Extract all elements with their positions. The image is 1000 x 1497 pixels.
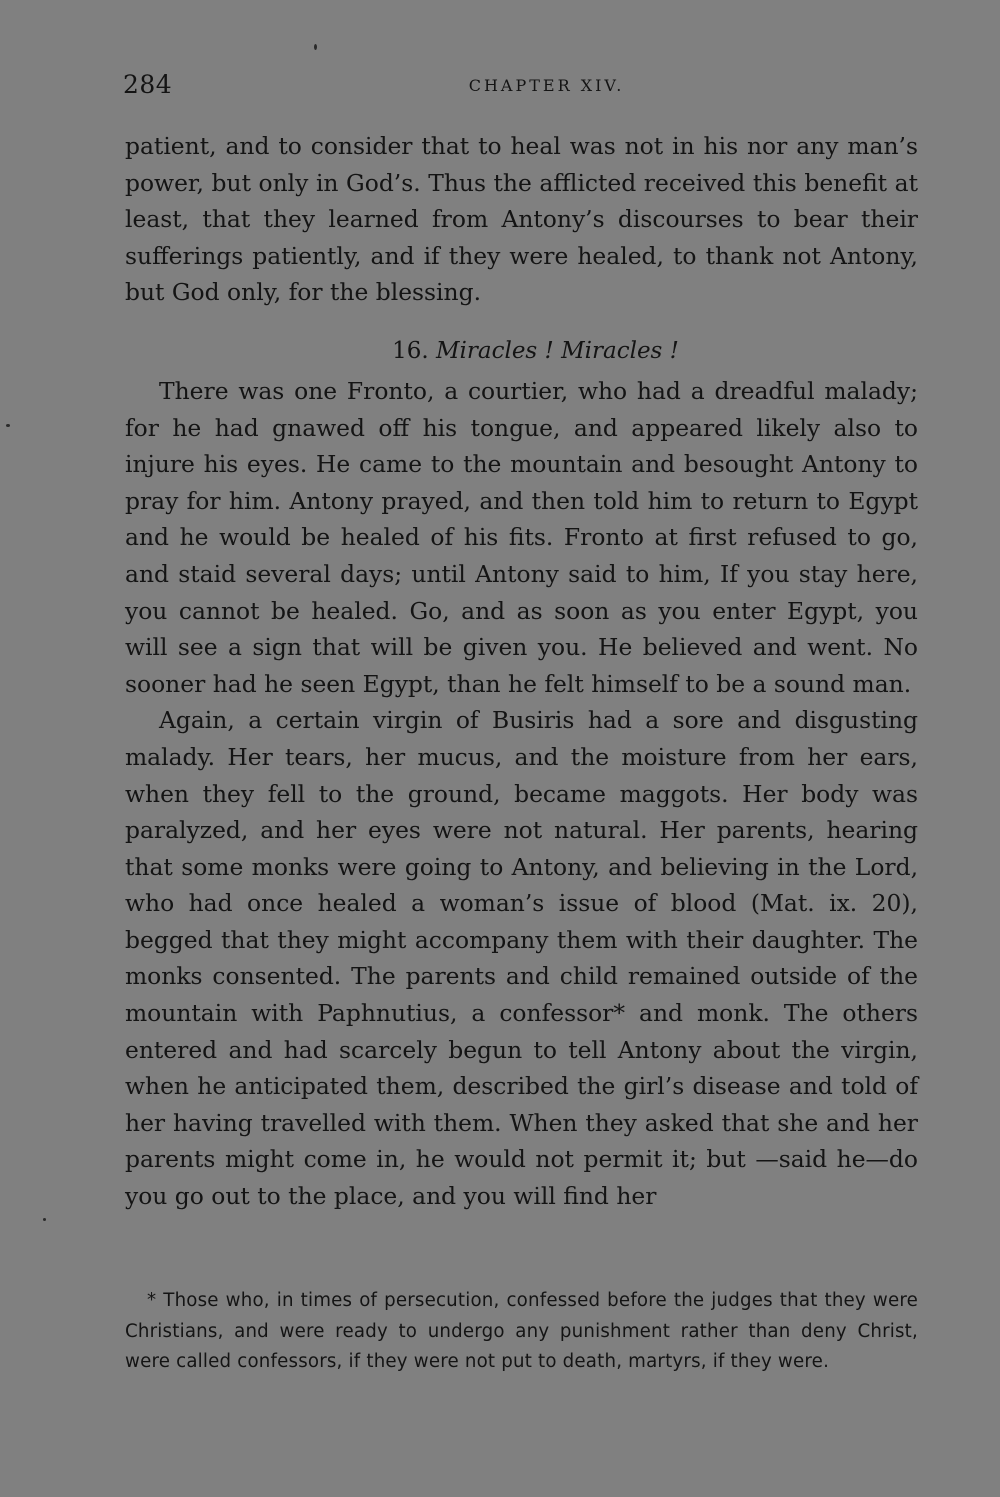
scan-speck xyxy=(43,1218,46,1221)
paragraph-fronto: There was one Fronto, a courtier, who had a dreadful malady; for he had gnawed off his tongue, and appeared likely also to injure his eyes. He came to the mountain and besought Antony to pray for him. Antony prayed, and then told him to return to Egypt and he would be healed of his fits. Fronto at first refused to go, and staid several days; until Antony said to him, If you stay here, you cannot be healed. Go, and as soon as you enter Egypt, you will see a sign that will be given you. He believed and went. No sooner had he seen Egypt, than he felt himself to be a sound man. xyxy=(125,376,918,698)
page-number: 284 xyxy=(123,70,173,99)
paragraph-virgin-of-busiris: Again, a certain virgin of Busiris had a sore and disgusting malady. Her tears, her mucus, and the moisture from her ears, when they fell to the ground, became maggots. Her body was paralyzed, and her eyes were not natural. Her parents, hearing that some monks were going to Antony, and believing in the Lord, who had once healed a woman’s issue of blood (Mat. ix. 20), begged that they might accompany them with their daughter. The monks consented. The parents and child remained outside of the mountain with Paphnutius, a confessor* and monk. The others entered and had scarcely begun to tell Antony about the virgin, when he anticipated them, described the girl’s disease and told of her having travelled with them. When they asked that she and her parents might come in, he would not permit it; but —said he—do you go out to the place, and you will find her xyxy=(125,706,918,1211)
book-page xyxy=(125,0,918,1497)
section-heading xyxy=(125,333,918,369)
section-title: Miracles ! Miracles ! xyxy=(435,337,679,364)
running-head: CHAPTER XIV. xyxy=(468,76,625,95)
paragraph-continuation: patient, and to consider that to heal was not in his nor any man’s power, but only in God’s. Thus the afflicted received this benefit at least, that they learned from Antony’s discourses to bear their sufferings patiently, and if they were healed, to thank not Antony, but God only, for the blessing. xyxy=(125,132,918,307)
page-header xyxy=(125,70,918,106)
scan-speck xyxy=(6,424,10,427)
body-text xyxy=(125,128,918,1215)
section-number: 16. xyxy=(392,337,429,364)
footnote: * Those who, in times of persecution, confessed before the judges that they were Christians, and were ready to undergo any punishment rather than deny Christ, were called confessors, if they were not put to death, martyrs, if they were. xyxy=(125,1290,918,1372)
